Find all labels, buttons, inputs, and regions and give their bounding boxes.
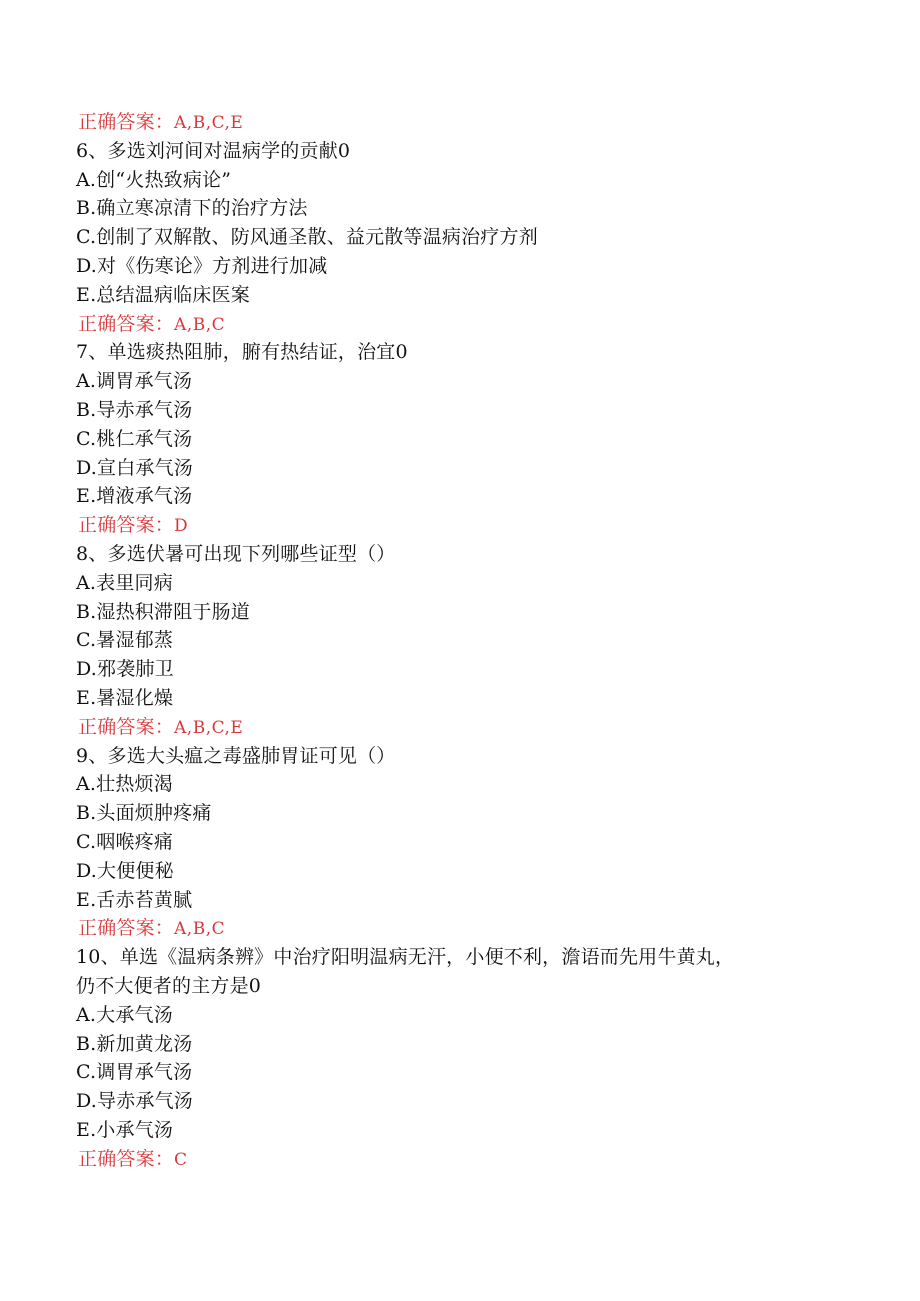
- answer-line: [76, 713, 856, 742]
- answer-label: 正确答案：: [78, 514, 175, 537]
- option-c: C.桃仁承气汤: [76, 427, 193, 450]
- answer-label: 正确答案：: [78, 715, 175, 738]
- answer-line: [76, 914, 856, 943]
- option-e: E.增液承气汤: [76, 485, 193, 508]
- option-b: B.导赤承气汤: [76, 398, 193, 421]
- answer-label: 正确答案：: [78, 917, 175, 940]
- answer-label: 正确答案：: [78, 1147, 175, 1170]
- option-e: E.暑湿化燥: [76, 686, 174, 709]
- option-b: B.头面烦肿疼痛: [76, 802, 212, 825]
- option-e: E.总结温病临床医案: [76, 283, 250, 306]
- option-c: C.咽喉疼痛: [76, 830, 174, 853]
- answer-line: [76, 310, 856, 339]
- answer-value: A,B,C,E: [174, 717, 244, 738]
- option-d: D.邪袭肺卫: [76, 658, 174, 681]
- answer-value: A,B,C: [174, 314, 226, 335]
- option-b: B.确立寒凉清下的治疗方法: [76, 197, 308, 220]
- option-d: D.大便便秘: [76, 859, 174, 882]
- option-a: A.壮热烦渴: [76, 773, 173, 796]
- question-title-line1: 10、单选《温病条辨》中治疗阳明温病无汗，小便不利，澹语而先用牛黄丸，: [76, 946, 735, 969]
- question-title: 6、多选刘河间对温病学的贡献0: [76, 139, 351, 162]
- option-a: A.表里同病: [76, 571, 173, 594]
- option-e: E.舌赤苔黄腻: [76, 888, 193, 911]
- option-a: A.创“火热致病论”: [76, 168, 232, 191]
- question-title-line2: 仍不大便者的主方是0: [76, 974, 262, 997]
- option-b: B.新加黄龙汤: [76, 1032, 193, 1055]
- answer-value: A,B,C: [174, 919, 226, 940]
- option-c: C.创制了双解散、防风通圣散、益元散等温病治疗方剂: [76, 226, 538, 249]
- question-title: 9、多选大头瘟之毒盛肺胃证可见（）: [76, 744, 396, 767]
- answer-line: [76, 511, 856, 540]
- option-c: C.调胃承气汤: [76, 1061, 193, 1084]
- question-title: 7、单选痰热阻肺，腑有热结证，治宜0: [76, 341, 408, 364]
- option-d: D.导赤承气汤: [76, 1090, 193, 1113]
- answer-value: D: [174, 516, 189, 537]
- answer-label: 正确答案：: [78, 111, 175, 133]
- answer-line: [76, 108, 856, 137]
- answer-value: C: [174, 1149, 188, 1170]
- question-title: 8、多选伏暑可出现下列哪些证型（）: [76, 542, 396, 565]
- option-c: C.暑湿郁蒸: [76, 629, 174, 652]
- answer-label: 正确答案：: [78, 312, 175, 335]
- option-b: B.湿热积滞阻于肠道: [76, 600, 251, 623]
- answer-line: [76, 1145, 856, 1174]
- answer-value: A,B,C,E: [174, 113, 244, 133]
- option-a: A.大承气汤: [76, 1003, 173, 1026]
- option-e: E.小承气汤: [76, 1118, 174, 1141]
- option-a: A.调胃承气汤: [76, 370, 193, 393]
- option-d: D.宣白承气汤: [76, 456, 193, 479]
- question-list: [76, 108, 856, 1173]
- option-d: D.对《伤寒论》方剂进行加减: [76, 254, 328, 277]
